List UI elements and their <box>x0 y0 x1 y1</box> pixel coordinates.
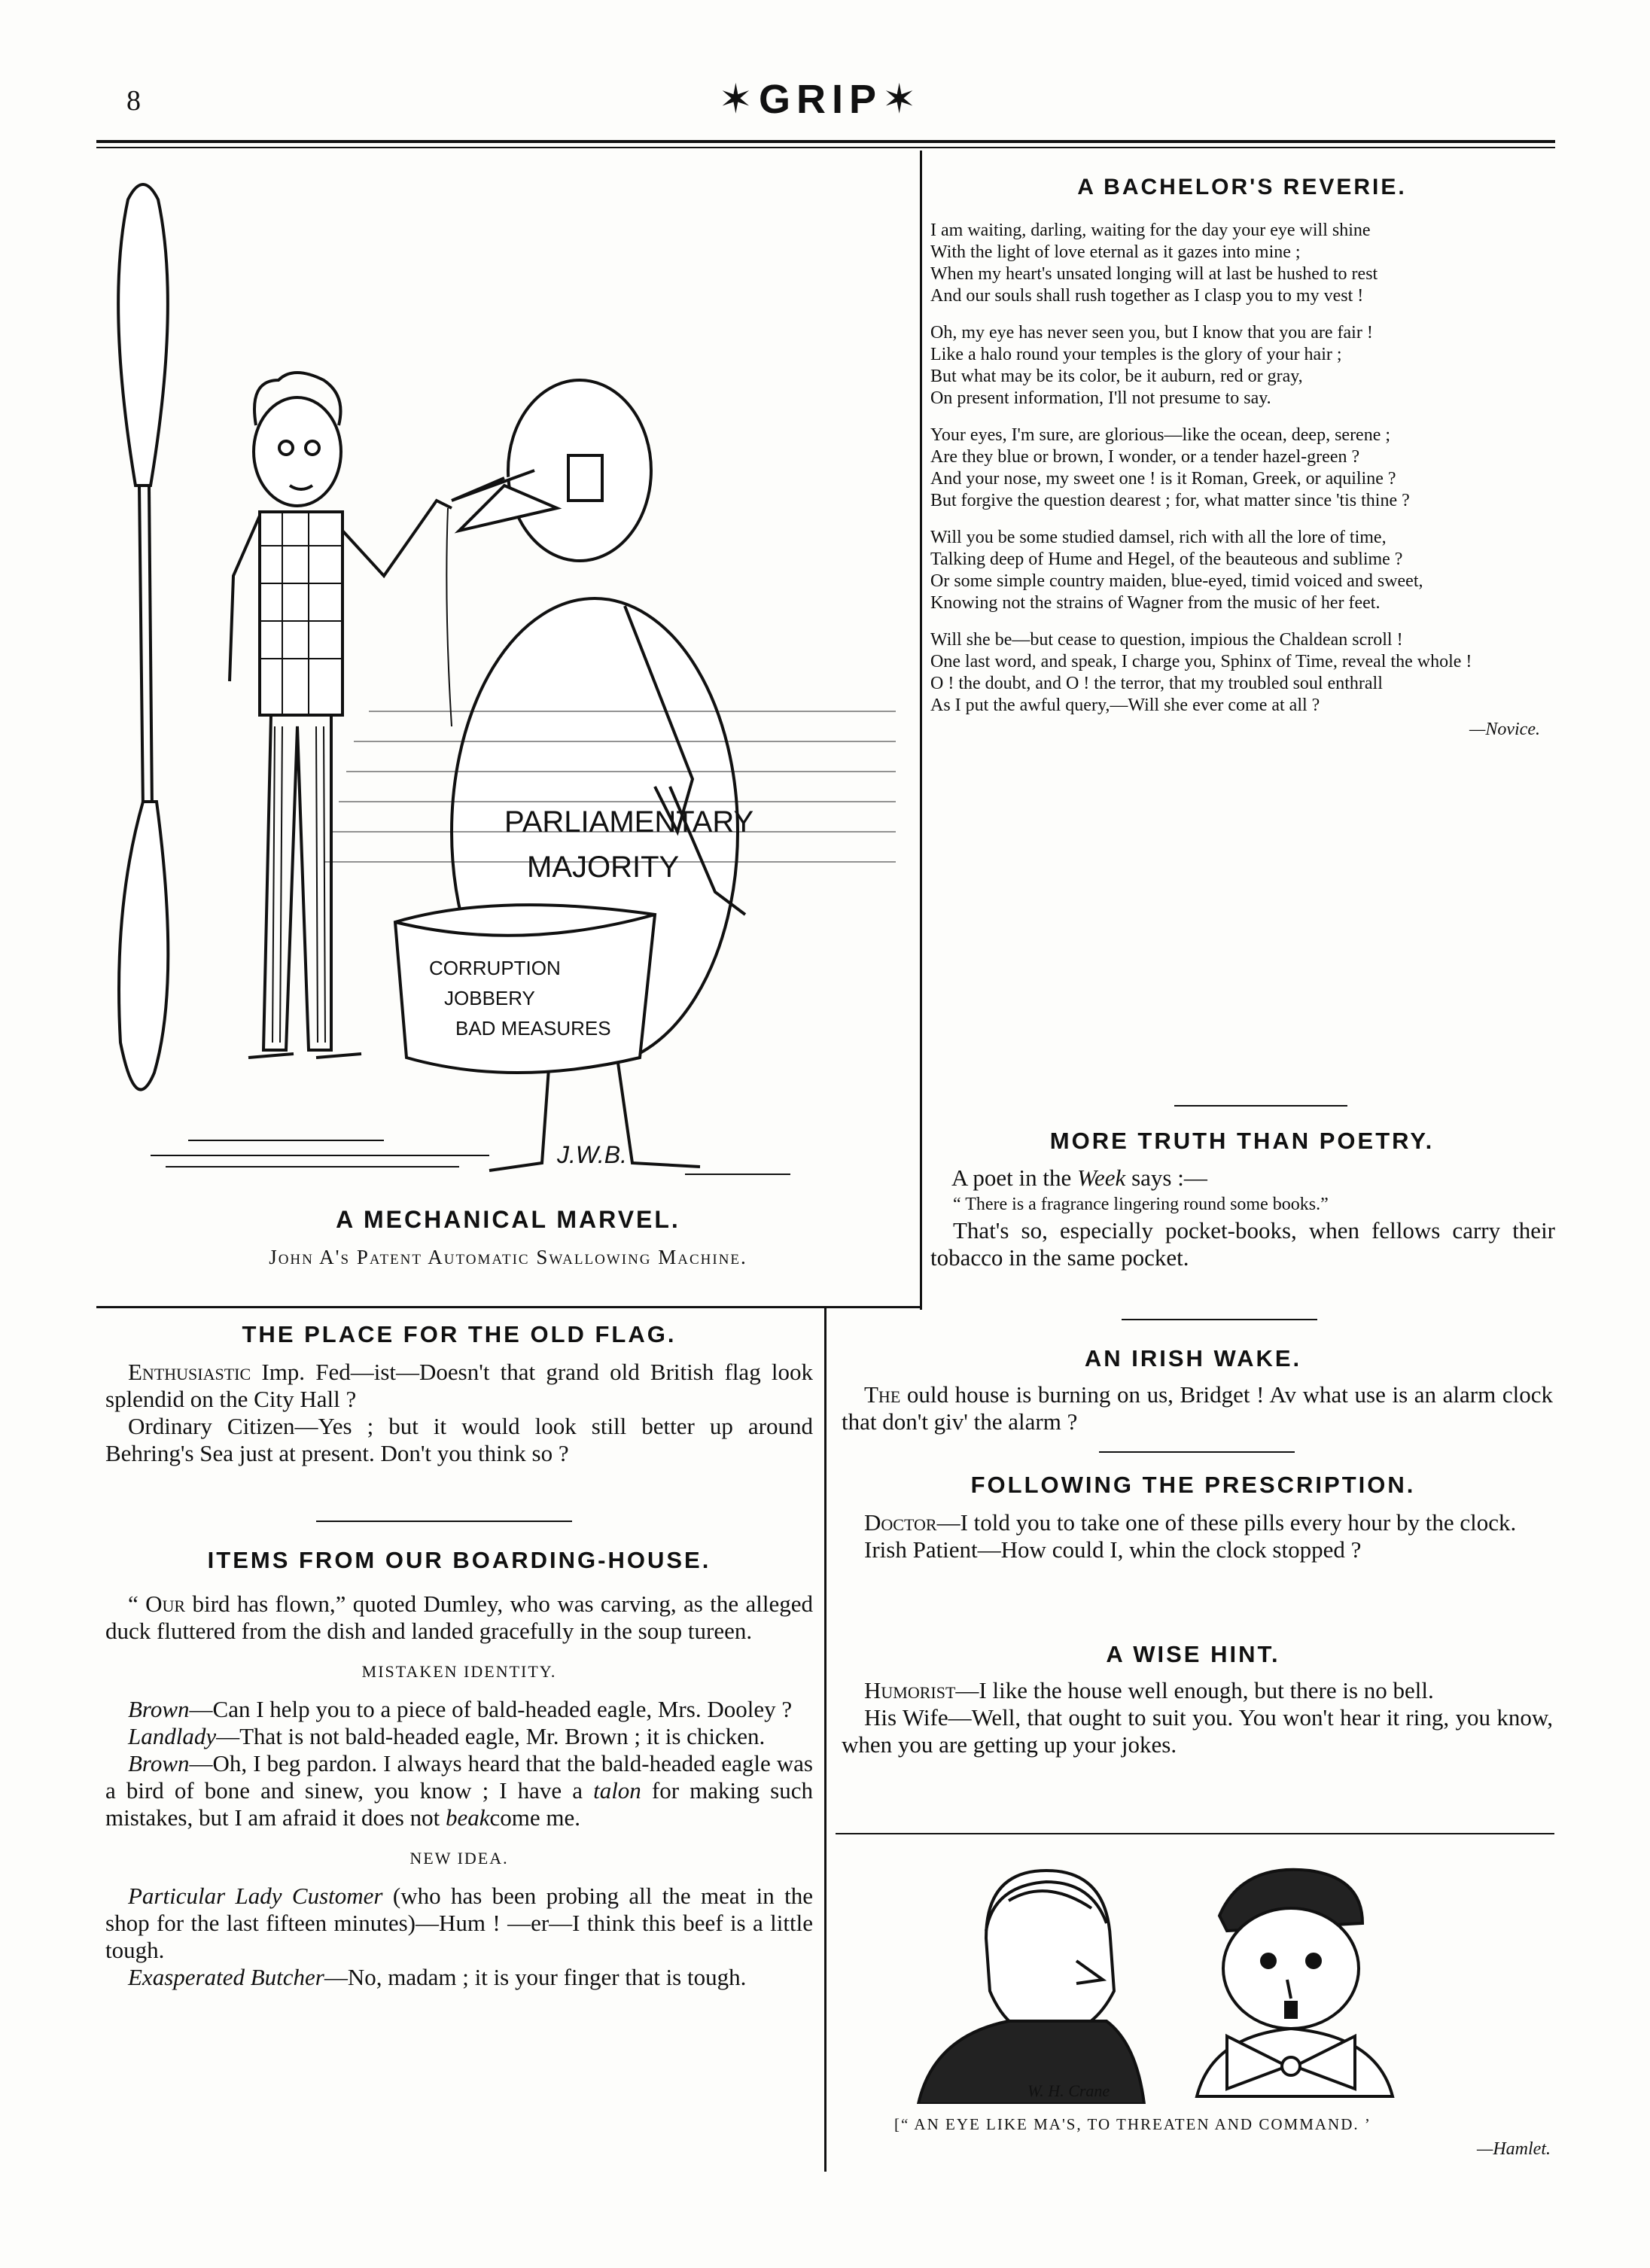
column-divider-top <box>920 151 922 1310</box>
poem-line: Oh, my eye has never seen you, but I know that you are fair ! <box>930 323 1373 342</box>
bachelor-title: A BACHELOR'S REVERIE. <box>1077 175 1407 199</box>
cartoon-title: A MECHANICAL MARVEL. <box>336 1206 680 1233</box>
poem-line: Your eyes, I'm sure, are glorious—like the ocean, deep, serene ; <box>930 425 1391 445</box>
poem-line: One last word, and speak, I charge you, Sphinx of Time, reveal the whole ! <box>930 652 1472 671</box>
prescription-body <box>842 1509 1553 1563</box>
label-jobbery: JOBBERY <box>444 987 535 1009</box>
truth-intro-text: A poet in the <box>951 1164 1078 1191</box>
page-number: 8 <box>126 85 141 117</box>
cartoon-subtitle: John A's Patent Automatic Swallowing Machine. <box>269 1246 747 1268</box>
wise-p2: His Wife—Well, that ought to suit you. You won't hear it ring, you know, when you are getting up your jokes. <box>842 1704 1553 1758</box>
cartoon-hamlet <box>896 1848 1438 2104</box>
dialogue-line <box>105 1723 813 1750</box>
cartoon-mechanical-marvel <box>98 154 918 1201</box>
flag-body <box>105 1359 813 1467</box>
dialogue-text: come me. <box>489 1804 581 1831</box>
irish-title: AN IRISH WAKE. <box>1084 1345 1302 1371</box>
pun-beak: beak <box>445 1804 490 1831</box>
flag-title: THE PLACE FOR THE OLD FLAG. <box>242 1321 677 1347</box>
boarding-p1 <box>105 1591 813 1645</box>
boarding-p1-text: bird has flown,” quoted Dumley, who was carving, as the alleged duck fluttered from the dish and landed gracefully in the soup tureen. <box>105 1591 813 1644</box>
label-parliamentary: PARLIAMENTARY <box>504 805 754 839</box>
flag-p1 <box>105 1359 813 1413</box>
poem-line: And our souls shall rush together as I clasp you to my vest ! <box>930 286 1364 306</box>
irish-lead: The <box>864 1381 901 1408</box>
divider <box>1122 1319 1317 1320</box>
subhead-new-idea: NEW IDEA. <box>409 1849 509 1868</box>
poem-line: Will she be—but cease to question, impious the Chaldean scroll ! <box>930 630 1403 650</box>
subhead-mistaken-identity: MISTAKEN IDENTITY. <box>361 1662 557 1681</box>
speaker: Particular Lady Customer <box>128 1883 383 1909</box>
prescription-p1 <box>842 1509 1553 1536</box>
dialogue-line <box>105 1750 813 1831</box>
dialogue-text: —No, madam ; it is your finger that is tough. <box>324 1964 747 1990</box>
irish-body <box>842 1381 1553 1435</box>
stanza-2 <box>930 322 1555 409</box>
cartoon-signature: J.W.B. <box>557 1141 628 1168</box>
poem-line: Or some simple country maiden, blue-eyed, timid voiced and sweet, <box>930 571 1423 591</box>
poem-line: Are they blue or brown, I wonder, or a tender hazel-green ? <box>930 447 1360 467</box>
truth-quote: “ There is a fragrance lingering round some books.” <box>953 1195 1329 1214</box>
poem-line: When my heart's unsated longing will at last be hushed to rest <box>930 264 1378 284</box>
label-bad-measures: BAD MEASURES <box>455 1017 611 1040</box>
prescription-title: FOLLOWING THE PRESCRIPTION. <box>970 1472 1416 1498</box>
truth-body <box>930 1164 1555 1271</box>
poem-line: On present information, I'll not presume to say. <box>930 388 1271 408</box>
dialogue-line <box>105 1696 813 1723</box>
wise-p1-text: —I like the house well enough, but there is no bell. <box>955 1677 1434 1703</box>
truth-intro-week: Week <box>1077 1164 1126 1191</box>
stanza-5 <box>930 629 1555 717</box>
flag-p1-lead: Enthusiastic <box>128 1359 251 1385</box>
divider <box>1099 1451 1295 1453</box>
dialogue-text: —That is not bald-headed eagle, Mr. Brown ; it is chicken. <box>216 1723 766 1749</box>
poem-line: Talking deep of Hume and Hegel, of the beauteous and sublime ? <box>930 549 1403 569</box>
header-rule-thin <box>96 147 1555 148</box>
stanza-4 <box>930 527 1555 614</box>
wise-lead: Humorist <box>864 1677 956 1703</box>
pun-talon: talon <box>593 1777 641 1804</box>
label-majority: MAJORITY <box>527 851 680 884</box>
header-rule <box>96 140 1555 143</box>
speaker: Exasperated Butcher <box>128 1964 324 1990</box>
poem-line: I am waiting, darling, waiting for the day your eye will shine <box>930 221 1371 240</box>
dialogue-text: —Oh, I beg pardon. I always heard that the bald-headed eagle was a bird of bone and sinew, you know ; I have a <box>105 1750 813 1804</box>
boarding-title: ITEMS FROM OUR BOARDING-HOUSE. <box>207 1547 711 1573</box>
poem-line: And your nose, my sweet one ! is it Roman, Greek, or aquiline ? <box>930 469 1396 489</box>
dialogue-line <box>105 1964 813 1991</box>
irish-text-body: ould house is burning on us, Bridget ! Av what use is an alarm clock that don't giv' the alarm ? <box>842 1381 1553 1435</box>
cartoon2-attribution: —Hamlet. <box>1477 2139 1551 2159</box>
cartoon-illustration <box>98 154 918 1201</box>
poem-line: Knowing not the strains of Wagner from the music of her feet. <box>930 593 1381 613</box>
prescription-p2: Irish Patient—How could I, whin the clock stopped ? <box>864 1536 1362 1563</box>
column-divider-bottom <box>824 1306 827 2172</box>
dialogue-text: —Can I help you to a piece of bald-headed eagle, Mrs. Dooley ? <box>189 1696 793 1722</box>
cartoon-two-figures <box>896 1848 1438 2104</box>
label-corruption: CORRUPTION <box>429 957 561 979</box>
stanza-1 <box>930 220 1555 307</box>
wise-p1 <box>842 1677 1553 1704</box>
poem-line: Will you be some studied damsel, rich with all the lore of time, <box>930 528 1387 547</box>
cartoon-bottom-rule <box>96 1306 921 1308</box>
flag-p2: Ordinary Citizen—Yes ; but it would look still better up around Behring's Sea just at present. Don't you think so ? <box>105 1413 813 1466</box>
poem-signature: —Novice. <box>1469 720 1540 739</box>
cartoon2-signature: W. H. Crane <box>1027 2081 1110 2100</box>
dialogue-text: for making such mistakes, but I am afraid it does not <box>105 1777 813 1831</box>
cartoon2-caption: [“ AN EYE LIKE MA'S, TO THREATEN AND COMMAND. ’ <box>894 2115 1371 2133</box>
speaker: Brown <box>128 1750 190 1776</box>
flag-p1-text: Imp. Fed—ist—Doesn't that grand old British flag look splendid on the City Hall ? <box>105 1359 813 1412</box>
boarding-p1-quote: “ <box>128 1591 146 1617</box>
divider <box>1174 1105 1347 1107</box>
poem-line: But forgive the question dearest ; for, what matter since 'tis thine ? <box>930 491 1410 510</box>
stanza-3 <box>930 425 1555 512</box>
speaker: Brown <box>128 1696 190 1722</box>
bachelor-poem <box>930 220 1555 740</box>
truth-intro <box>930 1164 1555 1192</box>
dialogue-line <box>105 1883 813 1964</box>
truth-title: MORE TRUTH THAN POETRY. <box>1049 1128 1435 1154</box>
boarding-p1-lead: Our <box>145 1591 186 1617</box>
prescription-lead: Doctor <box>864 1509 937 1536</box>
divider <box>316 1521 572 1522</box>
poem-line: With the light of love eternal as it gazes into mine ; <box>930 242 1301 262</box>
boarding-body <box>105 1591 813 1991</box>
wise-title: A WISE HINT. <box>1106 1641 1280 1667</box>
truth-intro-says: says :— <box>1125 1164 1207 1191</box>
speaker: Landlady <box>128 1723 217 1749</box>
irish-text <box>842 1381 1553 1435</box>
poem-line: As I put the awful query,—Will she ever come at all ? <box>930 696 1320 715</box>
masthead-title: ✶GRIP✶ <box>718 77 923 122</box>
prescription-p1-text: —I told you to take one of these pills every hour by the clock. <box>936 1509 1517 1536</box>
poem-line: But what may be its color, be it auburn, red or gray, <box>930 367 1303 386</box>
section-rule <box>836 1833 1554 1834</box>
poem-line: O ! the doubt, and O ! the terror, that my troubled soul enthrall <box>930 674 1383 693</box>
dialogue-text: (who has been probing all the meat in the shop for the last fifteen minutes)—Hum ! —er—I think this beef is a little tough. <box>105 1883 814 1963</box>
wise-body <box>842 1677 1553 1758</box>
poem-line: Like a halo round your temples is the glory of your hair ; <box>930 345 1342 364</box>
truth-text: That's so, especially pocket-books, when fellows carry their tobacco in the same pocket. <box>930 1217 1555 1271</box>
